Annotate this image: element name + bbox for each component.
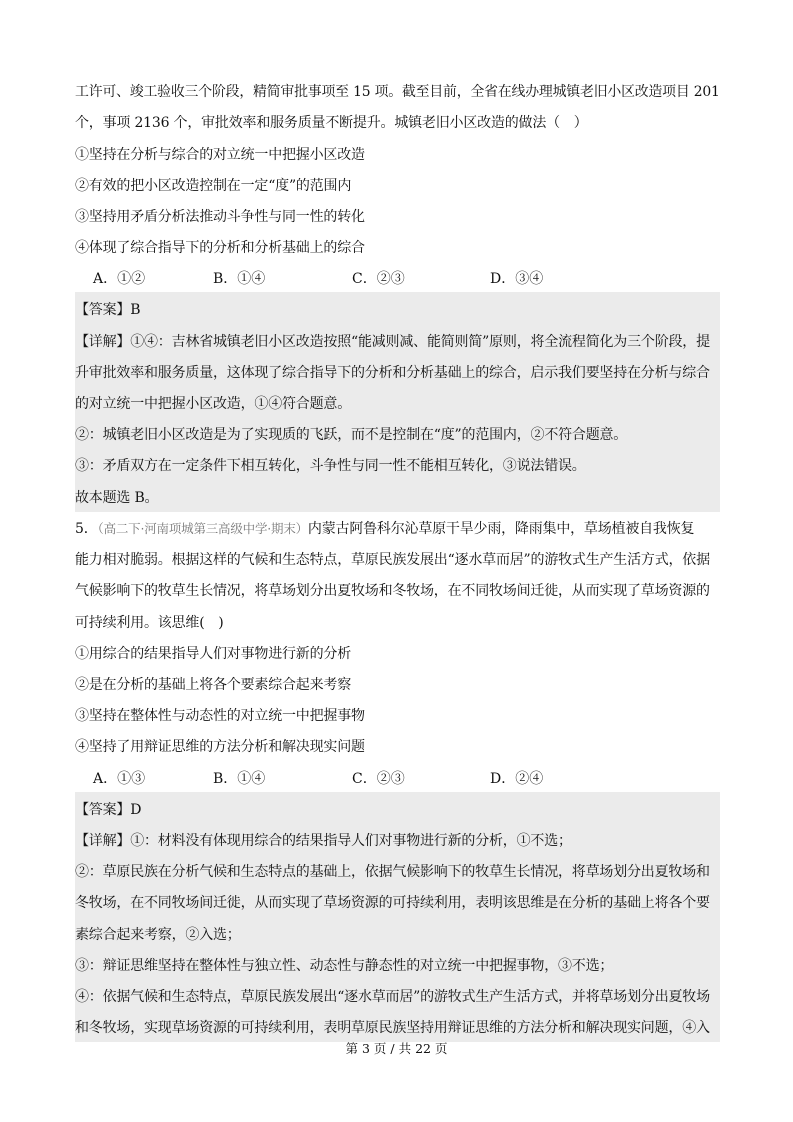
q5-stem-line: 能力相对脆弱。根据这样的气候和生态特点，草原民族发展出“逐水草而居”的游牧式生产生活方式，依据: [75, 552, 710, 568]
q4-choice-b: B．①④: [213, 271, 266, 287]
q4-detail-line: 故本题选 B。: [75, 490, 159, 506]
q4-option: ④体现了综合指导下的分析和分析基础上的综合: [75, 240, 365, 256]
q4-answer: 【答案】B: [75, 302, 141, 318]
q5-detail-line: 冬牧场，在不同牧场间迁徙，从而实现了草场资源的可持续利用，表明该思维是在分析的基础上将各个要: [75, 895, 710, 911]
q4-option: ③坚持用矛盾分析法推动斗争性与同一性的转化: [75, 209, 365, 225]
q4-choice-a: A．①②: [93, 271, 146, 287]
q5-detail-line: ③：辩证思维坚持在整体性与独立性、动态性与静态性的对立统一中把握事物，③不选；: [75, 958, 614, 974]
q4-detail-line: 的对立统一中把握小区改造，①④符合题意。: [75, 396, 351, 412]
q5-choice-d: D．②④: [490, 771, 544, 787]
q5-detail-line: 素综合起来考察，②入选；: [75, 927, 241, 943]
q4-choice-d: D．③④: [490, 271, 544, 287]
q4-choice-c: C．②③: [352, 271, 405, 287]
q4-stem-line: 个，事项 2136 个，审批效率和服务质量不断提升。城镇老旧小区改造的做法（ ）: [75, 115, 588, 131]
q4-detail-line: 升审批效率和服务质量，这体现了综合指导下的分析和分析基础上的综合，启示我们要坚持在分析与综合: [75, 365, 710, 381]
q5-answer: 【答案】D: [75, 802, 142, 818]
q5-number: 5．: [75, 521, 98, 537]
q4-detail-line: ③：矛盾双方在一定条件下相互转化，斗争性与同一性不能相互转化，③说法错误。: [75, 458, 586, 474]
q4-detail-line: ②：城镇老旧小区改造是为了实现质的飞跃，而不是控制在“度”的范围内，②不符合题意。: [75, 427, 628, 443]
q4-option: ②有效的把小区改造控制在一定“度”的范围内: [75, 178, 352, 194]
q5-detail-line: 和冬牧场，实现草场资源的可持续利用，表明草原民族坚持用辩证思维的方法分析和解决现实问题，④入: [75, 1020, 710, 1036]
q5-stem-line: 可持续利用。该思维( ): [75, 615, 224, 631]
q5-stem-start: 内蒙古阿鲁科尔沁草原干旱少雨，降雨集中，草场植被自我恢复: [307, 521, 695, 537]
q5-option: ①用综合的结果指导人们对事物进行新的分析: [75, 646, 351, 662]
q4-detail-line: 【详解】①④：吉林省城镇老旧小区改造按照“能减则减、能简则简”原则，将全流程简化为三个阶段，提: [75, 334, 710, 350]
q5-detail-line: 【详解】①：材料没有体现用综合的结果指导人们对事物进行新的分析，①不选；: [75, 833, 572, 849]
q5-choice-a: A．①③: [93, 771, 146, 787]
q5-stem-line: 气候影响下的牧草生长情况，将草场划分出夏牧场和冬牧场，在不同牧场间迁徙，从而实现了草场资源的: [75, 583, 710, 599]
page-footer: 第 3 页 / 共 22 页: [345, 1041, 448, 1056]
q5-option: ②是在分析的基础上将各个要素综合起来考察: [75, 677, 351, 693]
q5-source: （高二下·河南项城第三高级中学·期末）: [97, 521, 308, 536]
q5-stem-line: [75, 519, 720, 539]
q5-option: ④坚持了用辩证思维的方法分析和解决现实问题: [75, 739, 365, 755]
q4-option: ①坚持在分析与综合的对立统一中把握小区改造: [75, 147, 365, 163]
q5-detail-line: ④：依据气候和生态特点，草原民族发展出“逐水草而居”的游牧式生产生活方式，并将草场划分出夏牧场: [75, 989, 710, 1005]
q5-choice-c: C．②③: [352, 771, 405, 787]
q4-stem-line: 工许可、竣工验收三个阶段，精简审批事项至 15 项。截至目前，全省在线办理城镇老旧小区改造项目 201: [75, 84, 720, 100]
q5-choice-b: B．①④: [213, 771, 266, 787]
q5-detail-line: ②：草原民族在分析气候和生态特点的基础上，依据气候影响下的牧草生长情况，将草场划分出夏牧场和: [75, 864, 710, 880]
q5-option: ③坚持在整体性与动态性的对立统一中把握事物: [75, 708, 365, 724]
